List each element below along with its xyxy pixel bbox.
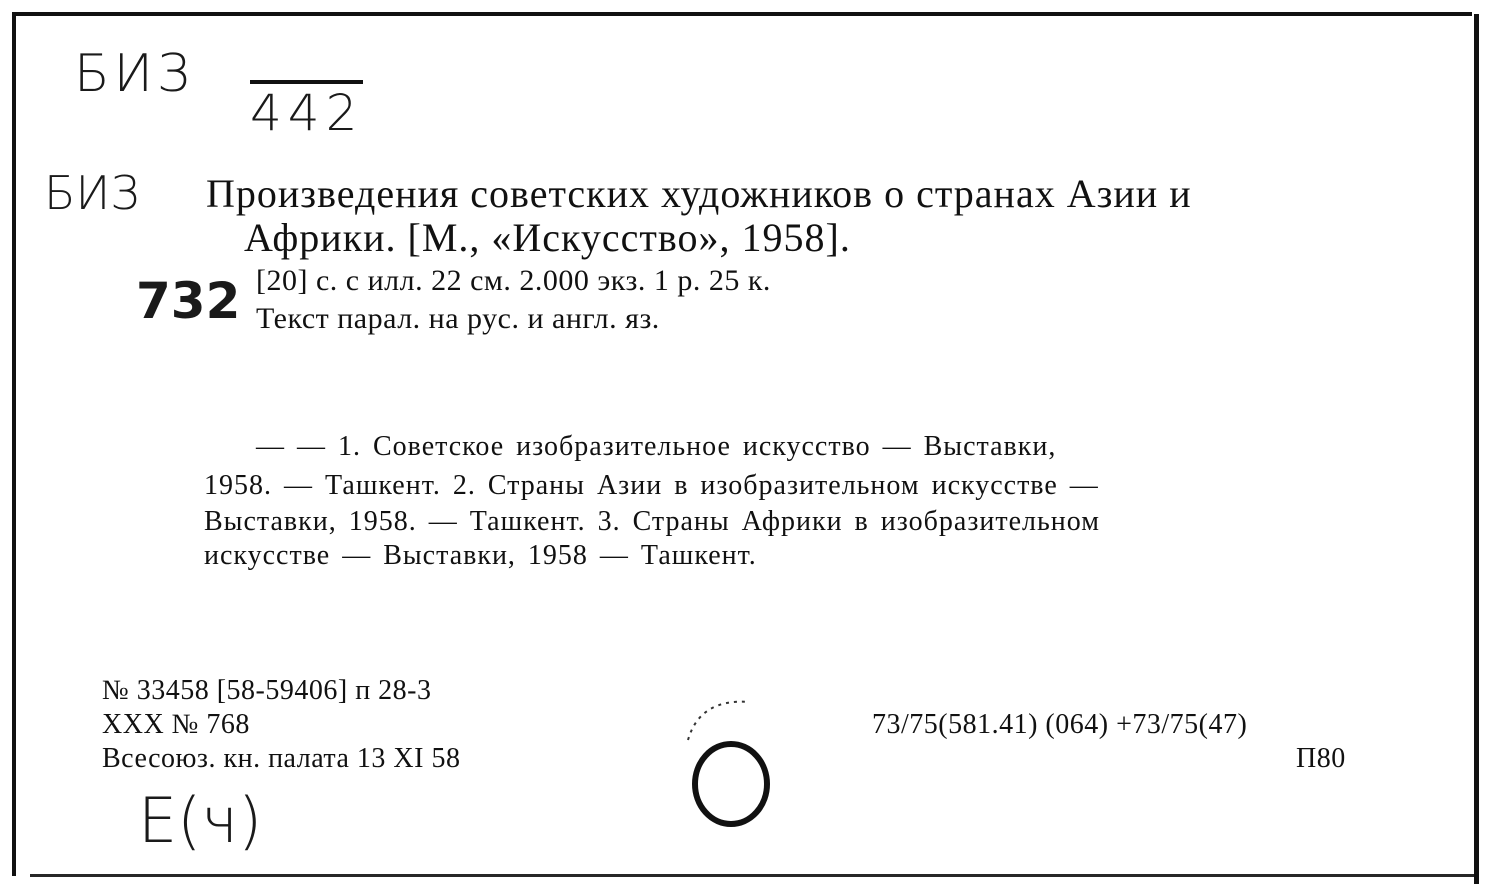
handwritten-bottom-mark: Е(ч) (138, 784, 263, 857)
handwritten-top-code: БИЗ (74, 44, 195, 104)
footer-series-line: XXX № 768 (102, 709, 250, 740)
card-border-bottom (30, 874, 1476, 877)
handwritten-top-number: 442 (250, 80, 363, 138)
subject-line4: искусстве — Выставки, 1958 — Ташкент. (204, 540, 757, 571)
card-border-top (12, 12, 1472, 16)
footer-number-line: № 33458 [58-59406] п 28-3 (102, 675, 432, 706)
footer-chamber-line: Всесоюз. кн. палата 13 XI 58 (102, 743, 461, 774)
card-border-right (1474, 14, 1479, 884)
record-note: Текст парал. на рус. и англ. яз. (256, 302, 660, 335)
card-border-left (12, 14, 16, 876)
faint-arc (680, 690, 770, 750)
footer-classification: 73/75(581.41) (064) +73/75(47) (872, 709, 1248, 740)
record-physical-description: [20] с. с илл. 22 см. 2.000 экз. 1 р. 25 к. (256, 264, 771, 297)
subject-line1: — — 1. Советское изобразительное искусство — Выставки, (256, 431, 1057, 462)
footer-code: П80 (1296, 743, 1346, 774)
handwritten-side-number: 732 (136, 272, 241, 330)
punch-hole-circle (690, 740, 772, 828)
record-title-line2: Африки. [М., «Искусство», 1958]. (244, 215, 851, 260)
record-title-line1: Произведения советских художников о странах Азии и (206, 171, 1192, 216)
handwritten-side-code: БИЗ (44, 166, 140, 220)
subject-line3: Выставки, 1958. — Ташкент. 3. Страны Африки в изобразительном (204, 506, 1100, 537)
subject-line2: 1958. — Ташкент. 2. Страны Азии в изобразительном искусстве — (204, 470, 1099, 501)
